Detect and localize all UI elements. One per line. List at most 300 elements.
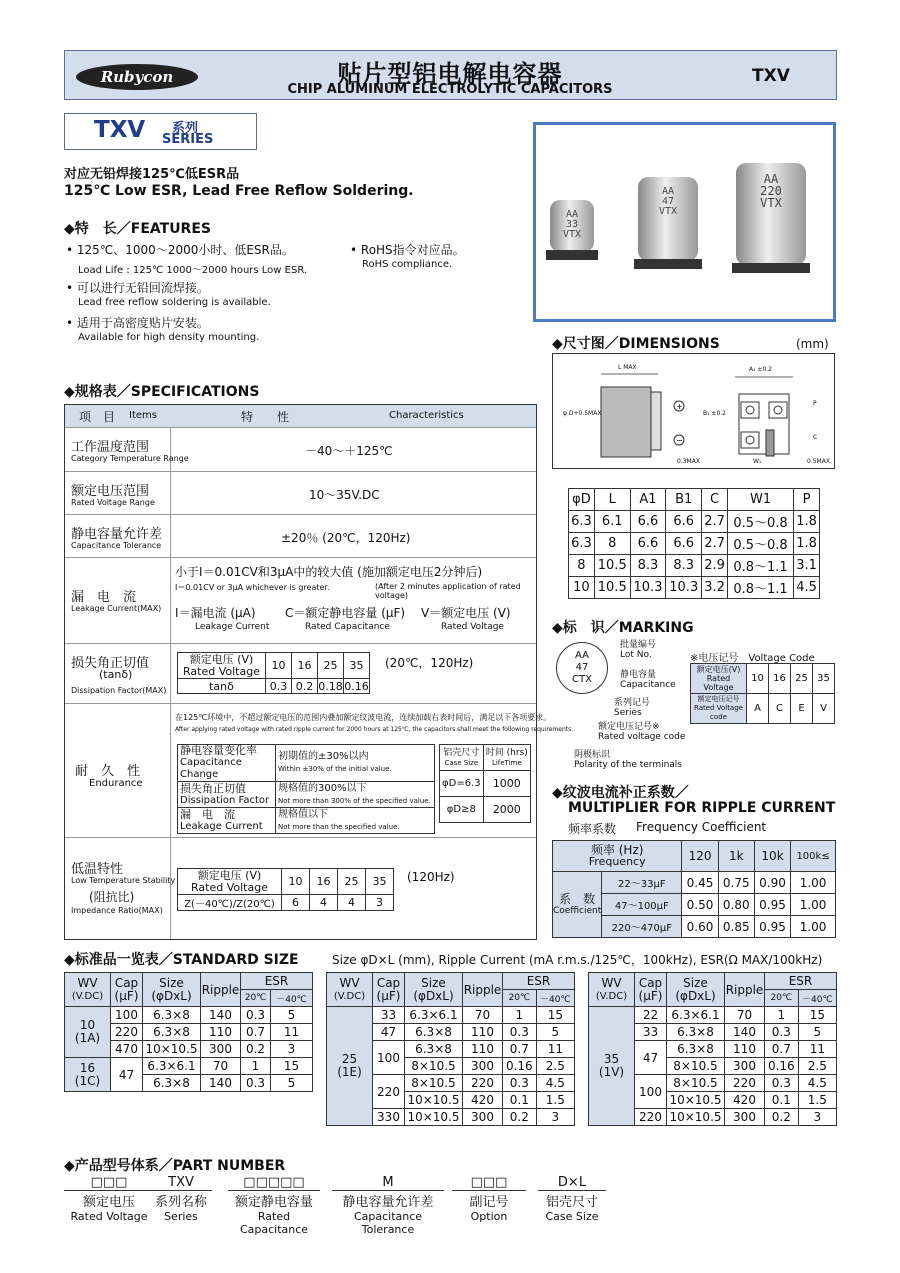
cell: 2.7 (702, 533, 728, 555)
std-table-2 (326, 972, 575, 1126)
cell: 220 (725, 1075, 765, 1092)
spec-row-tolerance (65, 514, 536, 557)
cell: 10 (282, 869, 310, 895)
cell: 0.16 (765, 1058, 799, 1075)
cell: Case Size (444, 758, 479, 767)
cell: 100 (111, 1007, 143, 1024)
dim-header: L (594, 489, 630, 511)
cell: 22 (635, 1007, 667, 1024)
spec-label-en: Capacitance Tolerance (71, 541, 162, 550)
specs-title: ◆规格表／SPECIFICATIONS (64, 384, 260, 400)
cell: 0.18 (318, 679, 343, 693)
cell: 140 (201, 1007, 241, 1024)
cell: 2.5 (798, 1058, 836, 1075)
cell: 3 (366, 895, 394, 911)
cell: (V.DC) (71, 990, 104, 1002)
cell: 1.5 (798, 1092, 836, 1109)
spec-label-cn: 损失角正切值 (71, 656, 150, 671)
cell: 6.3 (569, 533, 595, 555)
spec-label-cn: 静电容量允许差 (71, 527, 163, 542)
cell: 0.2 (241, 1041, 271, 1058)
part-label-cn: 副记号 (469, 1195, 509, 1210)
cell: tanδ (178, 679, 266, 694)
cell: Cap (376, 975, 401, 990)
page-title-cn: 贴片型铝电解电容器 (337, 60, 563, 88)
cell: 0.7 (241, 1024, 271, 1041)
cell: 0.75 (718, 872, 754, 894)
specs-table (64, 404, 574, 940)
feature-rohs-en: RoHS compliance. (362, 259, 453, 270)
leakage-formula: 小于I＝0.01CV和3μA中的较大值 (施加额定电压2分钟后) (175, 565, 483, 579)
cell: 10×10.5 (667, 1109, 725, 1126)
page-title-en: CHIP ALUMINUM ELECTROLYTIC CAPACITORS (287, 82, 613, 97)
cell: 10×10.5 (405, 1109, 463, 1126)
spec-label-en: Category Temperature Range (71, 454, 189, 463)
part-item-capacitance (228, 1175, 320, 1236)
spec-value: －40～＋125℃ (305, 444, 393, 458)
part-code: □□□ (452, 1175, 526, 1191)
cell: 8×10.5 (667, 1058, 725, 1075)
specs-col1-cn: 项 目 (79, 410, 116, 424)
cell: 1000 (483, 771, 530, 797)
cell: 20℃ (241, 990, 271, 1007)
marking-label: Lot No. (620, 650, 652, 660)
cell: 100k≤ (791, 841, 836, 872)
cell: 25 (338, 869, 366, 895)
cell: 140 (201, 1075, 241, 1092)
cell: 10 (266, 653, 292, 679)
cell: 25 (318, 653, 344, 679)
feature-3-cn: • 适用于高密度贴片安装。 (66, 316, 209, 330)
cell: 0.3 (765, 1024, 799, 1041)
cell: 额定电压记号 (697, 695, 740, 703)
spec-row-leakage (65, 557, 536, 643)
cell: 47 (111, 1058, 143, 1092)
cell: 16 (769, 664, 791, 694)
cell: 220 (463, 1075, 503, 1092)
cell: 140 (725, 1024, 765, 1041)
leakage-c: C＝额定静电容量 (μF) (285, 606, 406, 620)
part-label-cn: 静电容量允许差 (342, 1195, 434, 1210)
cell: 330 (373, 1109, 405, 1126)
cell: Capacitance Change (180, 757, 242, 780)
endurance-life-table (439, 744, 531, 823)
cell: 6.3×8 (143, 1007, 201, 1024)
cell: WV (601, 975, 622, 990)
cell: 10 (569, 577, 595, 599)
cell: 6.3 (569, 511, 595, 533)
capacitor-medium (638, 177, 698, 261)
part-label-cn: 系列名称 (154, 1195, 207, 1210)
cell: 额定电压(V) (696, 665, 741, 674)
cell: 16 (310, 869, 338, 895)
cell: 70 (201, 1058, 241, 1075)
part-label-cn: 额定电压 (82, 1195, 135, 1210)
features-title: ◆特 长／FEATURES (64, 221, 211, 237)
marking-line: 47 (575, 662, 589, 673)
table-row (569, 511, 820, 533)
marking-voltage-code (598, 722, 685, 742)
cell: (V.DC) (595, 990, 628, 1002)
cell: Rated Voltage (703, 674, 734, 692)
cell: 3.1 (794, 555, 820, 577)
ripple-table (552, 840, 836, 938)
cell: 16 (292, 653, 318, 679)
cell: 10.3 (630, 577, 666, 599)
cap-mark-line: VTX (658, 206, 678, 217)
cell: 1.00 (791, 872, 836, 894)
leakage-v: V＝额定电压 (V) (421, 606, 511, 620)
cell: －40℃ (271, 990, 313, 1007)
series-name: TXV (94, 117, 146, 143)
cell: Not more than the specified value. (278, 822, 400, 831)
cell: 10.5 (594, 577, 630, 599)
leakage-c-en: Rated Capacitance (305, 622, 390, 632)
cell: (μF) (376, 988, 401, 1003)
cell: 0.3 (765, 1075, 799, 1092)
spec-value: ±20％ (20℃，120Hz) (281, 531, 411, 545)
dim-label-c: C (813, 434, 818, 441)
tagline-en: 125℃ Low ESR, Lead Free Reflow Soldering. (64, 183, 414, 199)
spec-label-cn: 额定电压范围 (71, 484, 150, 499)
marking-capacitance (620, 670, 676, 690)
cell: WV (339, 975, 360, 990)
cell: 10 (79, 1018, 96, 1032)
cell: 2.9 (702, 555, 728, 577)
feature-1-en: Load Life : 125℃ 1000～2000 hours Low ESR. (78, 265, 308, 276)
cell: Ripple (463, 973, 503, 1007)
cell: 15 (798, 1007, 836, 1024)
cell: 1k (718, 841, 754, 872)
part-code: TXV (150, 1175, 212, 1191)
dim-label-b1: B₁ ±0.2 (703, 410, 726, 417)
cell: 110 (201, 1024, 241, 1041)
cell: 10k (754, 841, 790, 872)
cell: (V.DC) (333, 990, 366, 1002)
cell: WV (77, 975, 98, 990)
part-item-series (150, 1175, 212, 1223)
cell: Frequency (588, 855, 646, 868)
cell: 2000 (483, 797, 530, 823)
cell: 2.5 (536, 1058, 574, 1075)
part-item-case (538, 1175, 606, 1223)
cell: 100 (373, 1041, 405, 1075)
cell: 25 (341, 1052, 358, 1066)
svg-text:+: + (676, 402, 683, 411)
cell: 110 (463, 1024, 503, 1041)
cell: (φDxL) (675, 988, 716, 1003)
marking-label: 阴极标识 (574, 750, 611, 760)
cell: 10.3 (666, 577, 702, 599)
cell: 4.5 (798, 1075, 836, 1092)
cell: 0.8～1.1 (728, 577, 794, 599)
marking-series (614, 698, 650, 718)
cell: 6.3×8 (143, 1075, 201, 1092)
part-label-en: Capacitance Tolerance (353, 1210, 423, 1236)
ripple-title-en: MULTIPLIER FOR RIPPLE CURRENT (568, 800, 836, 816)
cell: 初期值的±30%以内 (278, 751, 369, 762)
cell: －40℃ (536, 990, 574, 1007)
cell: 6.3×8 (405, 1041, 463, 1058)
cell: 3 (536, 1109, 574, 1126)
cell: Dissipation Factor (180, 794, 270, 806)
rubycon-logo: Rubycon (76, 64, 198, 90)
cell: 4.5 (536, 1075, 574, 1092)
cell: Size (159, 975, 184, 990)
part-label-en: Option (470, 1210, 508, 1223)
cell: 0.3 (266, 679, 292, 694)
cell: 0.95 (754, 916, 790, 938)
cell: 300 (725, 1109, 765, 1126)
marking-label: Series (614, 708, 642, 718)
endurance-intro-en: After applying rated voltage with rated ripple current for 2000 hours at 125℃, the capacitors shall meet the following requirements. (175, 726, 574, 733)
spec-label-en: Leakage Current(MAX) (71, 604, 162, 613)
marking-label: 系列记号 (614, 698, 651, 708)
cell: 6.3×6.1 (667, 1007, 725, 1024)
capacitor-large (736, 163, 806, 265)
cell: 0.3 (241, 1007, 271, 1024)
ripple-subtitle-en: Frequency Coefficient (636, 820, 767, 834)
cell: (1V) (598, 1065, 625, 1079)
cell: 6.3×8 (405, 1024, 463, 1041)
cell: －40℃ (798, 990, 836, 1007)
cell: 8 (594, 533, 630, 555)
dimension-drawing (552, 353, 835, 469)
cell: 规格值的300%以下 (278, 782, 367, 794)
capacitor-small (550, 200, 594, 252)
cell: 35 (813, 664, 835, 694)
cell: 10×10.5 (143, 1041, 201, 1058)
part-label-cn: 额定静电容量 (234, 1195, 313, 1210)
cell: 5 (536, 1024, 574, 1041)
cell: 220～470μF (602, 916, 682, 938)
cell: 300 (201, 1041, 241, 1058)
cell: 0.60 (682, 916, 718, 938)
cell: 0.5～0.8 (728, 533, 794, 555)
cell: 4.5 (794, 577, 820, 599)
marking-diagram (556, 642, 608, 694)
leakage-formula-en: I＝0.01CV or 3μA whichever is greater. (175, 583, 330, 592)
cell: 3 (271, 1041, 313, 1058)
lt-condition: (120Hz) (407, 870, 455, 884)
cell: (1A) (74, 1031, 101, 1045)
cell: Rated Voltage code (694, 704, 743, 721)
cell: 47 (373, 1024, 405, 1041)
cell: 0.95 (754, 894, 790, 916)
cell: 1.8 (794, 533, 820, 555)
dim-label-p: P (813, 400, 817, 407)
df-header-en: Rated Voltage (183, 664, 260, 678)
part-label-en: Series (164, 1210, 198, 1223)
ripple-title-cn: ◆纹波电流补正系数／ (552, 785, 689, 801)
spec-row-voltage (65, 471, 536, 514)
lt-header-en: Rated Voltage (191, 880, 268, 894)
cell: 420 (463, 1092, 503, 1109)
part-number-title: ◆产品型号体系／PART NUMBER (64, 1158, 286, 1174)
cell: 0.2 (503, 1109, 537, 1126)
cell: 10.5 (594, 555, 630, 577)
cell: 0.2 (765, 1109, 799, 1126)
cell: 70 (725, 1007, 765, 1024)
ripple-subtitle-cn: 频率系数 (568, 822, 617, 836)
cell: 470 (111, 1041, 143, 1058)
cell: 0.3 (241, 1075, 271, 1092)
leakage-i: I＝漏电流 (μA) (175, 606, 256, 620)
cell: 35 (344, 653, 370, 679)
cell: 3 (798, 1109, 836, 1126)
part-label-en: Rated Capacitance (239, 1210, 309, 1236)
dim-label-dmax: φ D+0.5MAX (563, 410, 602, 417)
feature-rohs-cn: • RoHS指令对应品。 (350, 243, 465, 257)
part-code: □□□□□ (228, 1175, 320, 1191)
cell: 0.7 (503, 1041, 537, 1058)
spec-label-cn: 漏 电 流 (71, 590, 137, 605)
cell: 120 (682, 841, 718, 872)
dimensions-table (568, 488, 820, 599)
cell: 静电容量变化率 (180, 744, 257, 757)
cell: 3.2 (702, 577, 728, 599)
cell: 33 (373, 1007, 405, 1024)
cell: 110 (463, 1041, 503, 1058)
cell: 25 (791, 664, 813, 694)
marking-lot (620, 640, 656, 660)
cell: 系 数 (559, 891, 596, 906)
cell: Size (421, 975, 446, 990)
endurance-req-table (177, 744, 435, 834)
cell: 0.90 (754, 872, 790, 894)
df-header-cn: 额定电压 (V) (189, 652, 254, 666)
dim-header: A1 (630, 489, 666, 511)
df-header (178, 653, 266, 679)
cell: 6.3×8 (143, 1024, 201, 1041)
spec-label-en: Low Temperature Stability (71, 876, 176, 885)
part-code: D×L (538, 1175, 606, 1191)
cell: 6 (282, 895, 310, 911)
cell: 47～100μF (602, 894, 682, 916)
table-row (569, 577, 820, 599)
std-description: Size φD×L (mm), Ripple Current (mA r.m.s./125℃，100kHz), ESR(Ω MAX/100kHz) (332, 953, 823, 967)
cell: 15 (536, 1007, 574, 1024)
cap-mark-line: VTX (760, 196, 782, 210)
dim-header: W1 (728, 489, 794, 511)
part-item-voltage (64, 1175, 154, 1223)
cell: (μF) (114, 988, 139, 1003)
cell: 1 (241, 1058, 271, 1075)
series-label-en: SERIES (162, 132, 214, 147)
cell: Coefficient (553, 905, 602, 916)
spec-value: 10～35V.DC (309, 488, 380, 502)
feature-1-cn: • 125℃、1000～2000小时、低ESR品。 (66, 243, 294, 257)
cell: 规格值以下 (278, 808, 328, 820)
cell: 8 (569, 555, 595, 577)
dim-label-w1: W₁ (753, 458, 762, 465)
std-table-1 (64, 972, 313, 1092)
cell: 8×10.5 (405, 1075, 463, 1092)
svg-text:−: − (676, 436, 683, 445)
dimensions-unit: (mm) (796, 337, 829, 351)
cell: 10 (747, 664, 769, 694)
cell: 300 (463, 1058, 503, 1075)
cell: 220 (111, 1024, 143, 1041)
spec-label-en: Impedance Ratio(MAX) (71, 906, 163, 915)
spec-label-en: Rated Voltage Range (71, 498, 155, 507)
cell: 35 (366, 869, 394, 895)
part-item-tolerance (332, 1175, 444, 1236)
dim-header: φD (569, 489, 595, 511)
endurance-intro: 在125℃环境中，不超过额定电压的范围内叠加额定纹波电流，连续加载右表时间后，满足以下各项要求。 (175, 713, 552, 722)
cell: 0.80 (718, 894, 754, 916)
feature-3-en: Available for high density mounting. (78, 332, 260, 343)
part-item-option (452, 1175, 526, 1223)
cell: 1 (503, 1007, 537, 1024)
cap-mark-line: 220 (760, 184, 782, 198)
dim-header: B1 (666, 489, 702, 511)
cell: 300 (725, 1058, 765, 1075)
dim-label-03max: 0.3MAX (677, 458, 700, 465)
series-code: TXV (752, 66, 790, 86)
cell: 22～33μF (602, 872, 682, 894)
cell: 6.3×8 (667, 1041, 725, 1058)
dim-label-a1: A₁ ±0.2 (749, 366, 772, 373)
tagline-cn: 对应无铅焊接125℃低ESR品 (64, 167, 240, 182)
cell: 100 (635, 1075, 667, 1109)
cell: 0.5～0.8 (728, 511, 794, 533)
specs-header (65, 405, 536, 427)
cell: 33 (635, 1024, 667, 1041)
lt-header-cn: 额定电压 (V) (197, 868, 262, 882)
cell: ESR (503, 973, 575, 990)
cap-mark-line: 33 (565, 219, 579, 230)
cell: 10×10.5 (405, 1092, 463, 1109)
spec-row-df (65, 643, 536, 703)
cell: 15 (271, 1058, 313, 1075)
marking-line: AA (575, 650, 589, 661)
cell: 220 (373, 1075, 405, 1109)
cell: 8×10.5 (405, 1058, 463, 1075)
cell: 6.6 (630, 511, 666, 533)
spec-label-cn: (阻抗比) (89, 890, 135, 904)
specs-col2-cn: 特 性 (241, 410, 290, 424)
dim-header: P (794, 489, 820, 511)
cell: 420 (725, 1092, 765, 1109)
cell: 1 (765, 1007, 799, 1024)
lt-table (177, 868, 394, 911)
cell: 6.3×8 (667, 1024, 725, 1041)
cell: 0.50 (682, 894, 718, 916)
cell: 5 (271, 1075, 313, 1092)
cap-mark-line: AA (565, 209, 579, 220)
spec-label-cn: 低温特性 (71, 862, 124, 877)
leakage-i-en: Leakage Current (195, 622, 270, 632)
cell: 10×10.5 (667, 1092, 725, 1109)
cell: 16 (79, 1060, 96, 1075)
cell: 220 (635, 1109, 667, 1126)
cell: Size (683, 975, 708, 990)
cell: 0.1 (503, 1092, 537, 1109)
spec-label-cn: 工作温度范围 (71, 440, 150, 455)
dim-label-05max: 0.5MAX (807, 458, 830, 465)
cap-mark-line: 47 (661, 196, 675, 207)
cap-mark-line: VTX (562, 229, 582, 240)
cell: 铝壳尺寸 (443, 747, 480, 758)
leakage-v-en: Rated Voltage (441, 622, 504, 632)
cell: Cap (638, 975, 663, 990)
marking-label: 批量编号 (620, 640, 657, 650)
part-label-cn: 铝壳尺寸 (545, 1195, 598, 1210)
cell: 1.00 (791, 916, 836, 938)
cell: 6.6 (666, 533, 702, 555)
marking-label: 静电容量 (620, 670, 657, 680)
